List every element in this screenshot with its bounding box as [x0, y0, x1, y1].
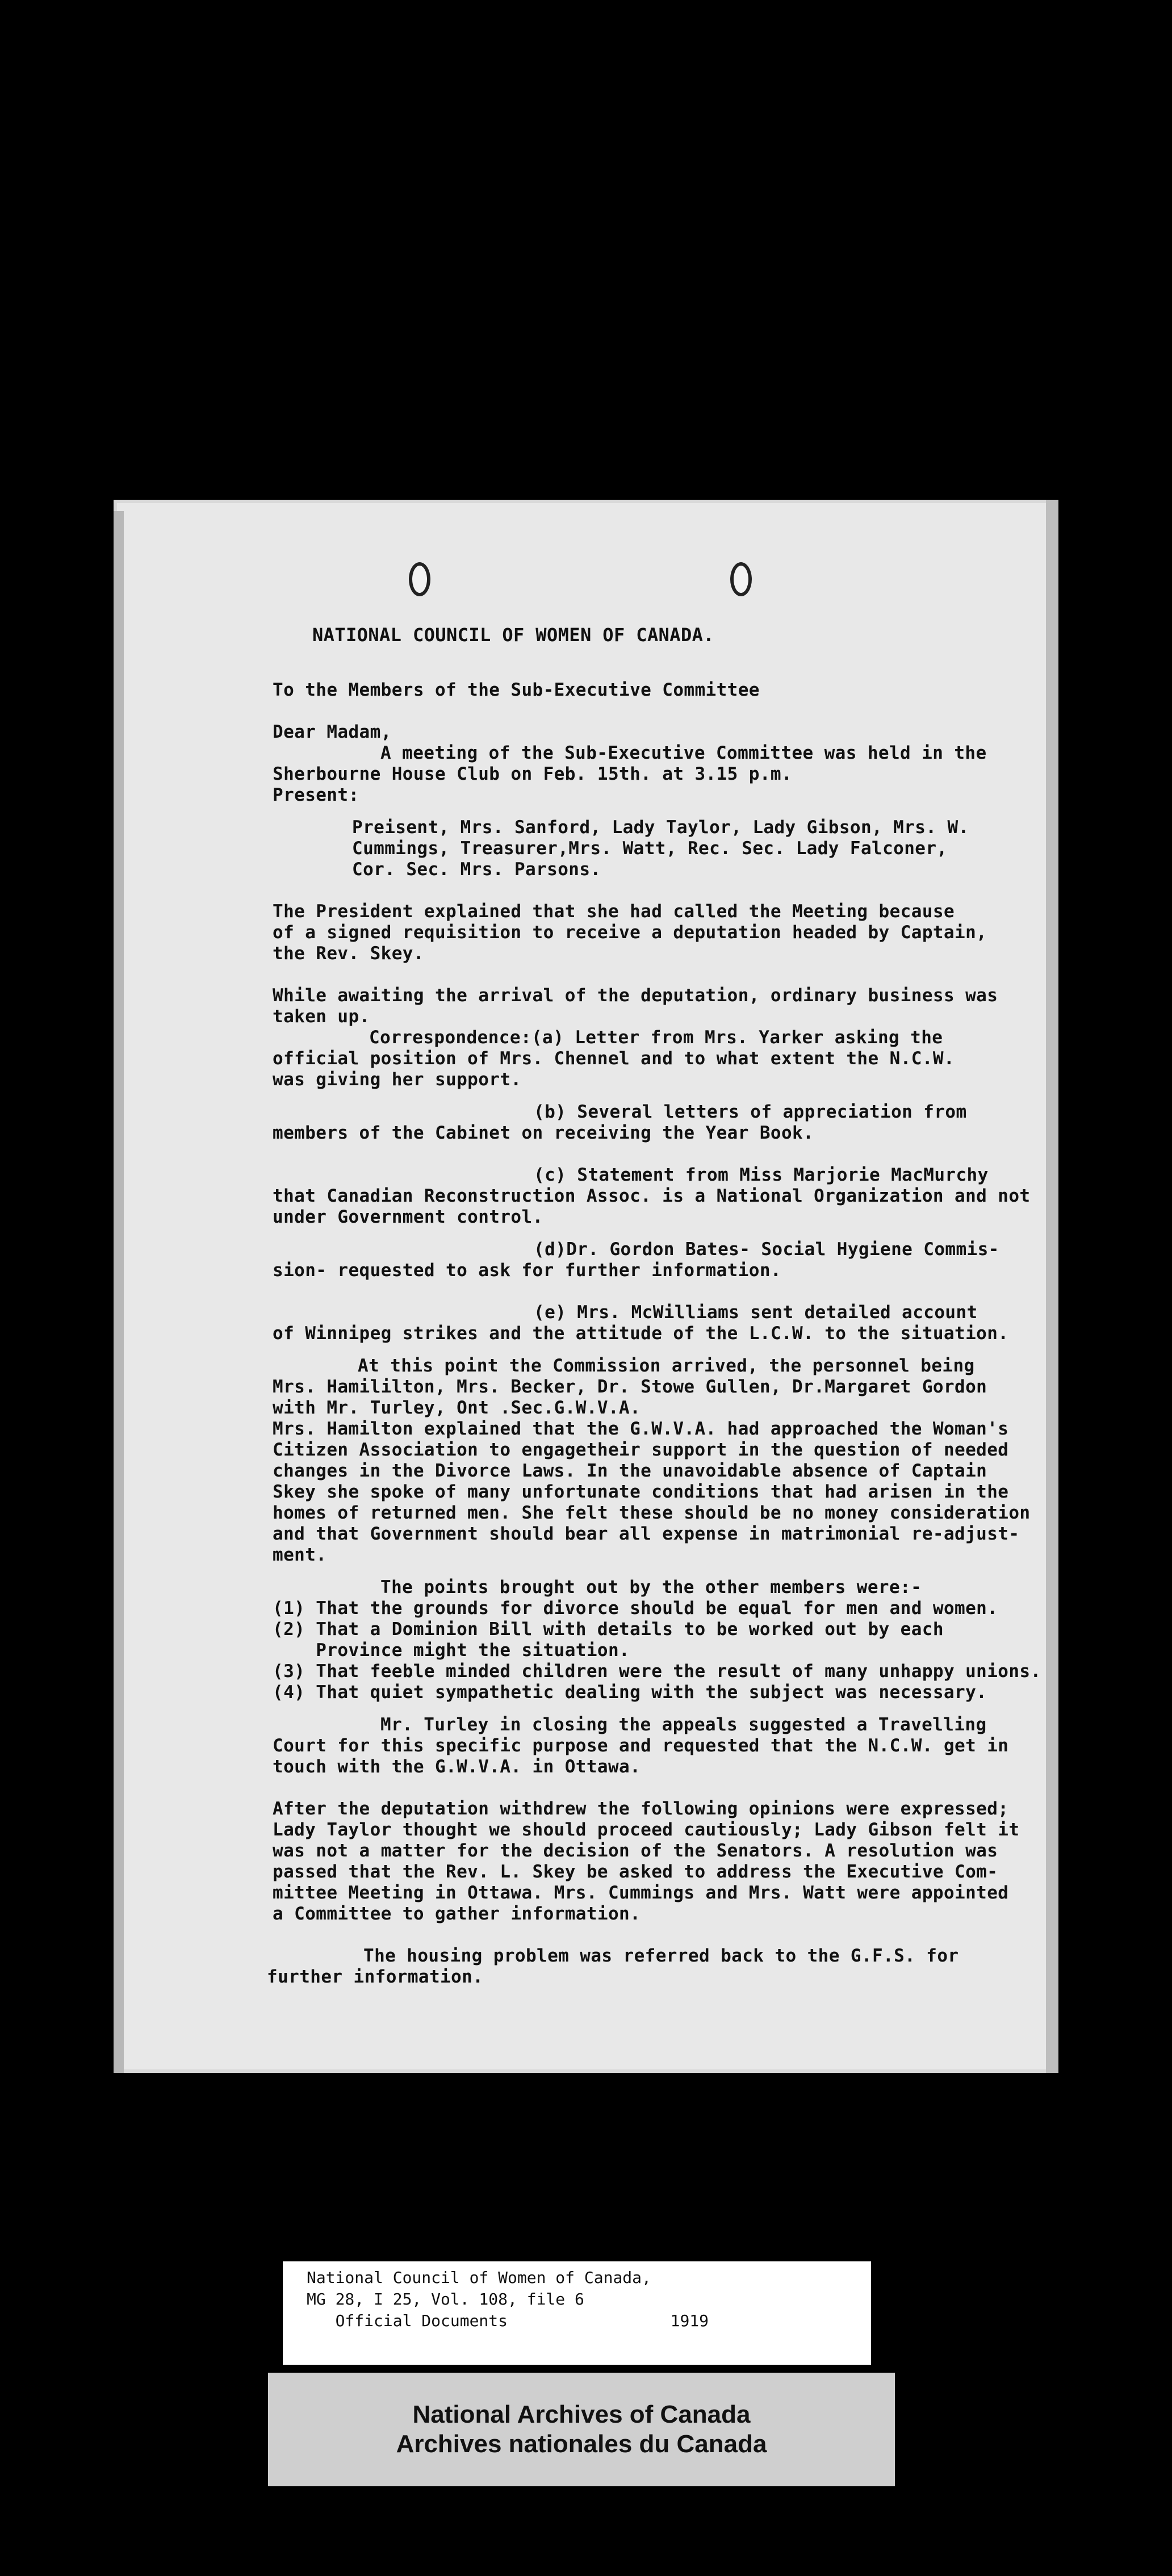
text-line: Lady Taylor thought we should proceed cautiously; Lady Gibson felt it [273, 1820, 1020, 1840]
text-line: of a signed requisition to receive a deputation headed by Captain, [273, 922, 987, 943]
list-item: (4) That quiet sympathetic dealing with the subject was necessary. [273, 1682, 987, 1703]
text-line: official position of Mrs. Chennel and to what extent the N.C.W. [273, 1048, 955, 1069]
text-line: (c) Statement from Miss Marjorie MacMurchy [534, 1165, 989, 1185]
text-line: (e) Mrs. McWilliams sent detailed account [534, 1302, 978, 1323]
text-line: After the deputation withdrew the following opinions were expressed; [273, 1799, 1009, 1819]
text-line: was not a matter for the decision of the Senators. A resolution was [273, 1841, 998, 1861]
archives-name-french: Archives nationales du Canada [396, 2430, 767, 2458]
text-line: taken up. [273, 1006, 370, 1027]
reference-line: MG 28, I 25, Vol. 108, file 6 [307, 2290, 584, 2309]
document-heading: NATIONAL COUNCIL OF WOMEN OF CANADA. [312, 624, 714, 646]
text-line: changes in the Divorce Laws. In the unavoidable absence of Captain [273, 1461, 987, 1481]
text-line: and that Government should bear all expense in matrimonial re-adjust- [273, 1524, 1020, 1544]
text-line: Court for this specific purpose and requested that the N.C.W. get in [273, 1736, 1009, 1756]
reference-line: Official Documents 1919 [307, 2311, 709, 2330]
present-line: Cor. Sec. Mrs. Parsons. [352, 859, 601, 880]
text-line: Citizen Association to engagetheir support in the question of needed [273, 1440, 1009, 1460]
text-line: Mrs. Hamilton explained that the G.W.V.A. had approached the Woman's [273, 1419, 1009, 1439]
text-line: Mr. Turley in closing the appeals suggested a Travelling [380, 1714, 987, 1735]
present-line: Preisent, Mrs. Sanford, Lady Taylor, Lady Gibson, Mrs. W. [352, 817, 969, 838]
text-line: Mrs. Hamililton, Mrs. Becker, Dr. Stowe Gullen, Dr.Margaret Gordon [273, 1377, 987, 1397]
archives-name-english: National Archives of Canada [412, 2401, 751, 2428]
text-line: with Mr. Turley, Ont .Sec.G.W.V.A. [273, 1398, 641, 1418]
text-line: (b) Several letters of appreciation from [534, 1102, 967, 1122]
address-line: To the Members of the Sub-Executive Committee [273, 680, 760, 700]
punch-hole-left-icon [409, 562, 430, 596]
list-item: (3) That feeble minded children were the result of many unhappy unions. [273, 1661, 1041, 1682]
present-label: Present: [273, 785, 359, 805]
salutation: Dear Madam, [273, 722, 392, 742]
list-item: (1) That the grounds for divorce should be equal for men and women. [273, 1598, 998, 1619]
text-line: The points brought out by the other members were:- [380, 1577, 922, 1598]
text-line: homes of returned men. She felt these should be no money consideration [273, 1503, 1031, 1523]
text-line: members of the Cabinet on receiving the Year Book. [273, 1123, 814, 1143]
archives-banner [268, 2373, 895, 2486]
text-line: A meeting of the Sub-Executive Committee was held in the [380, 743, 987, 763]
text-line: a Committee to gather information. [273, 1904, 641, 1924]
archival-reference-label [283, 2261, 871, 2365]
text-line: Correspondence:(a) Letter from Mrs. Yarker asking the [369, 1027, 943, 1048]
text-line: The President explained that she had called the Meeting because [273, 901, 955, 922]
text-line: the Rev. Skey. [273, 943, 424, 964]
paper-left-shadow [114, 511, 124, 2073]
text-line: At this point the Commission arrived, the personnel being [358, 1356, 975, 1376]
list-item: Province might the situation. [273, 1640, 630, 1661]
text-line: of Winnipeg strikes and the attitude of the L.C.W. to the situation. [273, 1323, 1009, 1344]
text-line: The housing problem was referred back to the G.F.S. for [363, 1946, 959, 1966]
text-line: (d)Dr. Gordon Bates- Social Hygiene Commis- [534, 1239, 999, 1260]
text-line: Sherbourne House Club on Feb. 15th. at 3.15 p.m. [273, 764, 793, 784]
text-line: touch with the G.W.V.A. in Ottawa. [273, 1757, 641, 1777]
text-line: sion- requested to ask for further information. [273, 1260, 781, 1281]
text-line: While awaiting the arrival of the deputation, ordinary business was [273, 985, 998, 1006]
text-line: mittee Meeting in Ottawa. Mrs. Cummings and Mrs. Watt were appointed [273, 1883, 1009, 1903]
list-item: (2) That a Dominion Bill with details to be worked out by each [273, 1619, 944, 1640]
punch-hole-right-icon [730, 562, 752, 596]
text-line: Skey she spoke of many unfortunate conditions that had arisen in the [273, 1482, 1009, 1502]
document-body [267, 624, 1041, 1988]
reference-line: National Council of Women of Canada, [307, 2268, 651, 2287]
text-line: further information. [267, 1967, 484, 1987]
text-line: under Government control. [273, 1207, 543, 1227]
text-line: ment. [273, 1545, 327, 1565]
text-line: that Canadian Reconstruction Assoc. is a National Organization and not [273, 1186, 1031, 1206]
text-line: passed that the Rev. L. Skey be asked to address the Executive Com- [273, 1862, 998, 1882]
text-line: was giving her support. [273, 1069, 522, 1090]
paper-right-edge [1046, 500, 1058, 2073]
present-line: Cummings, Treasurer,Mrs. Watt, Rec. Sec. Lady Falconer, [352, 838, 948, 859]
